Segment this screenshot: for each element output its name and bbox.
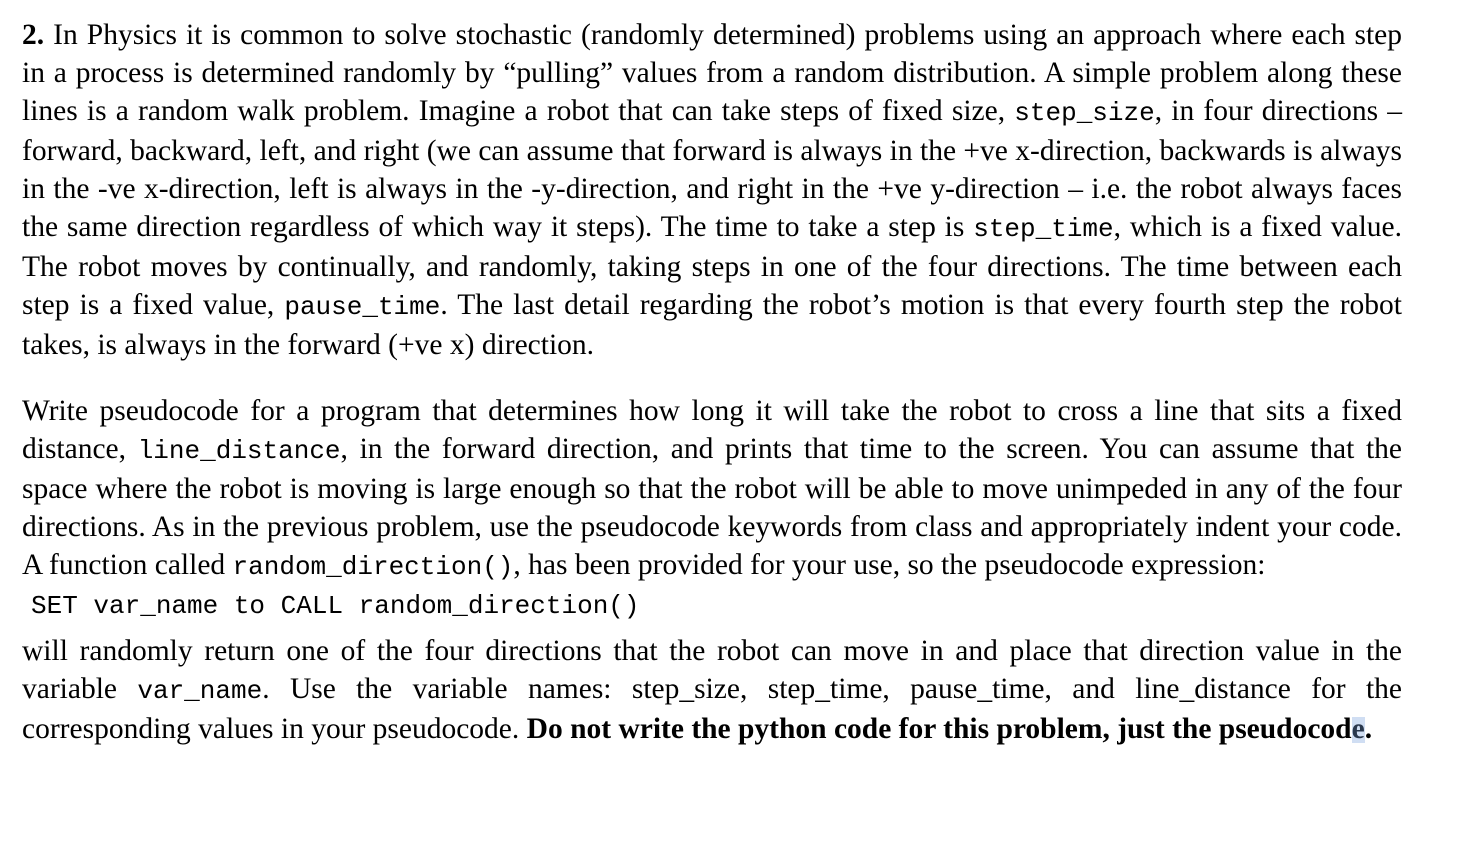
task-text-2: , in the forward direction, and prints that time to the screen. You can assume that the space where the robot is moving is large enough so that the robot will be able to move unimpeded in any of the four directions. As in the previous problem, use the pseudocode keywords from class and appropriately indent your code. A function called: [22, 433, 1403, 581]
bold-note-end: .: [1364, 713, 1373, 745]
problem-number: 2.: [22, 19, 45, 51]
intro-text-1: In Physics it is common to solve stochastic (randomly determined) problems using an approach where each step in a process is determined randomly by “pulling” values from a random distribution. A simple problem along these lines is a random walk problem. Imagine a robot that can take steps of fixed size,: [22, 19, 1403, 127]
instructions-bold-note: [527, 713, 1372, 745]
instructions-text-2: . Use the variable names: step_size, step_time, pause_time, and line_distance for the corresponding values in your pseudocode.: [22, 673, 1403, 745]
text-selection-highlight: e: [1351, 713, 1365, 745]
problem-document: [22, 16, 1402, 748]
code-var-name: var_name: [137, 676, 263, 706]
code-step-size: step_size: [1014, 98, 1155, 128]
code-pause-time: pause_time: [284, 292, 441, 322]
task-text-3: , has been provided for your use, so the pseudocode expression:: [513, 549, 1266, 581]
pseudocode-example: SET var_name to CALL random_direction(): [31, 591, 640, 621]
intro-text-4: . The last detail regarding the robot’s motion is that every fourth step the robot takes, is always in the forward (+ve x) direction.: [22, 289, 1402, 361]
instructions-text-1: will randomly return one of the four directions that the robot can move in and place that direction value in the variable: [22, 635, 1402, 705]
code-step-time: step_time: [973, 214, 1114, 244]
problem-paragraph-task: [22, 392, 1402, 586]
problem-paragraph-instructions: [22, 632, 1402, 748]
problem-paragraph-intro: [22, 16, 1402, 364]
code-line-distance: line_distance: [137, 436, 341, 466]
bold-note-main: Do not write the python code for this problem, just the pseudocod: [526, 713, 1352, 745]
code-random-direction: random_direction(): [232, 552, 514, 582]
intro-text-3: , which is a fixed value. The robot moves by continually, and randomly, taking steps in one of the four directions. The time between each step is a fixed value,: [22, 211, 1403, 321]
task-text-1: Write pseudocode for a program that determines how long it will take the robot to cross a line that sits a fixed distance,: [22, 395, 1402, 465]
intro-text-2: , in four directions – forward, backward, left, and right (we can assume that forward is always in the +ve x-direction, backwards is always in the -ve x-direction, left is always in the -y-direction, and right in the +ve y-direction – i.e. the robot always faces the same direction regardless of which way it steps). The time to take a step is: [22, 95, 1402, 243]
